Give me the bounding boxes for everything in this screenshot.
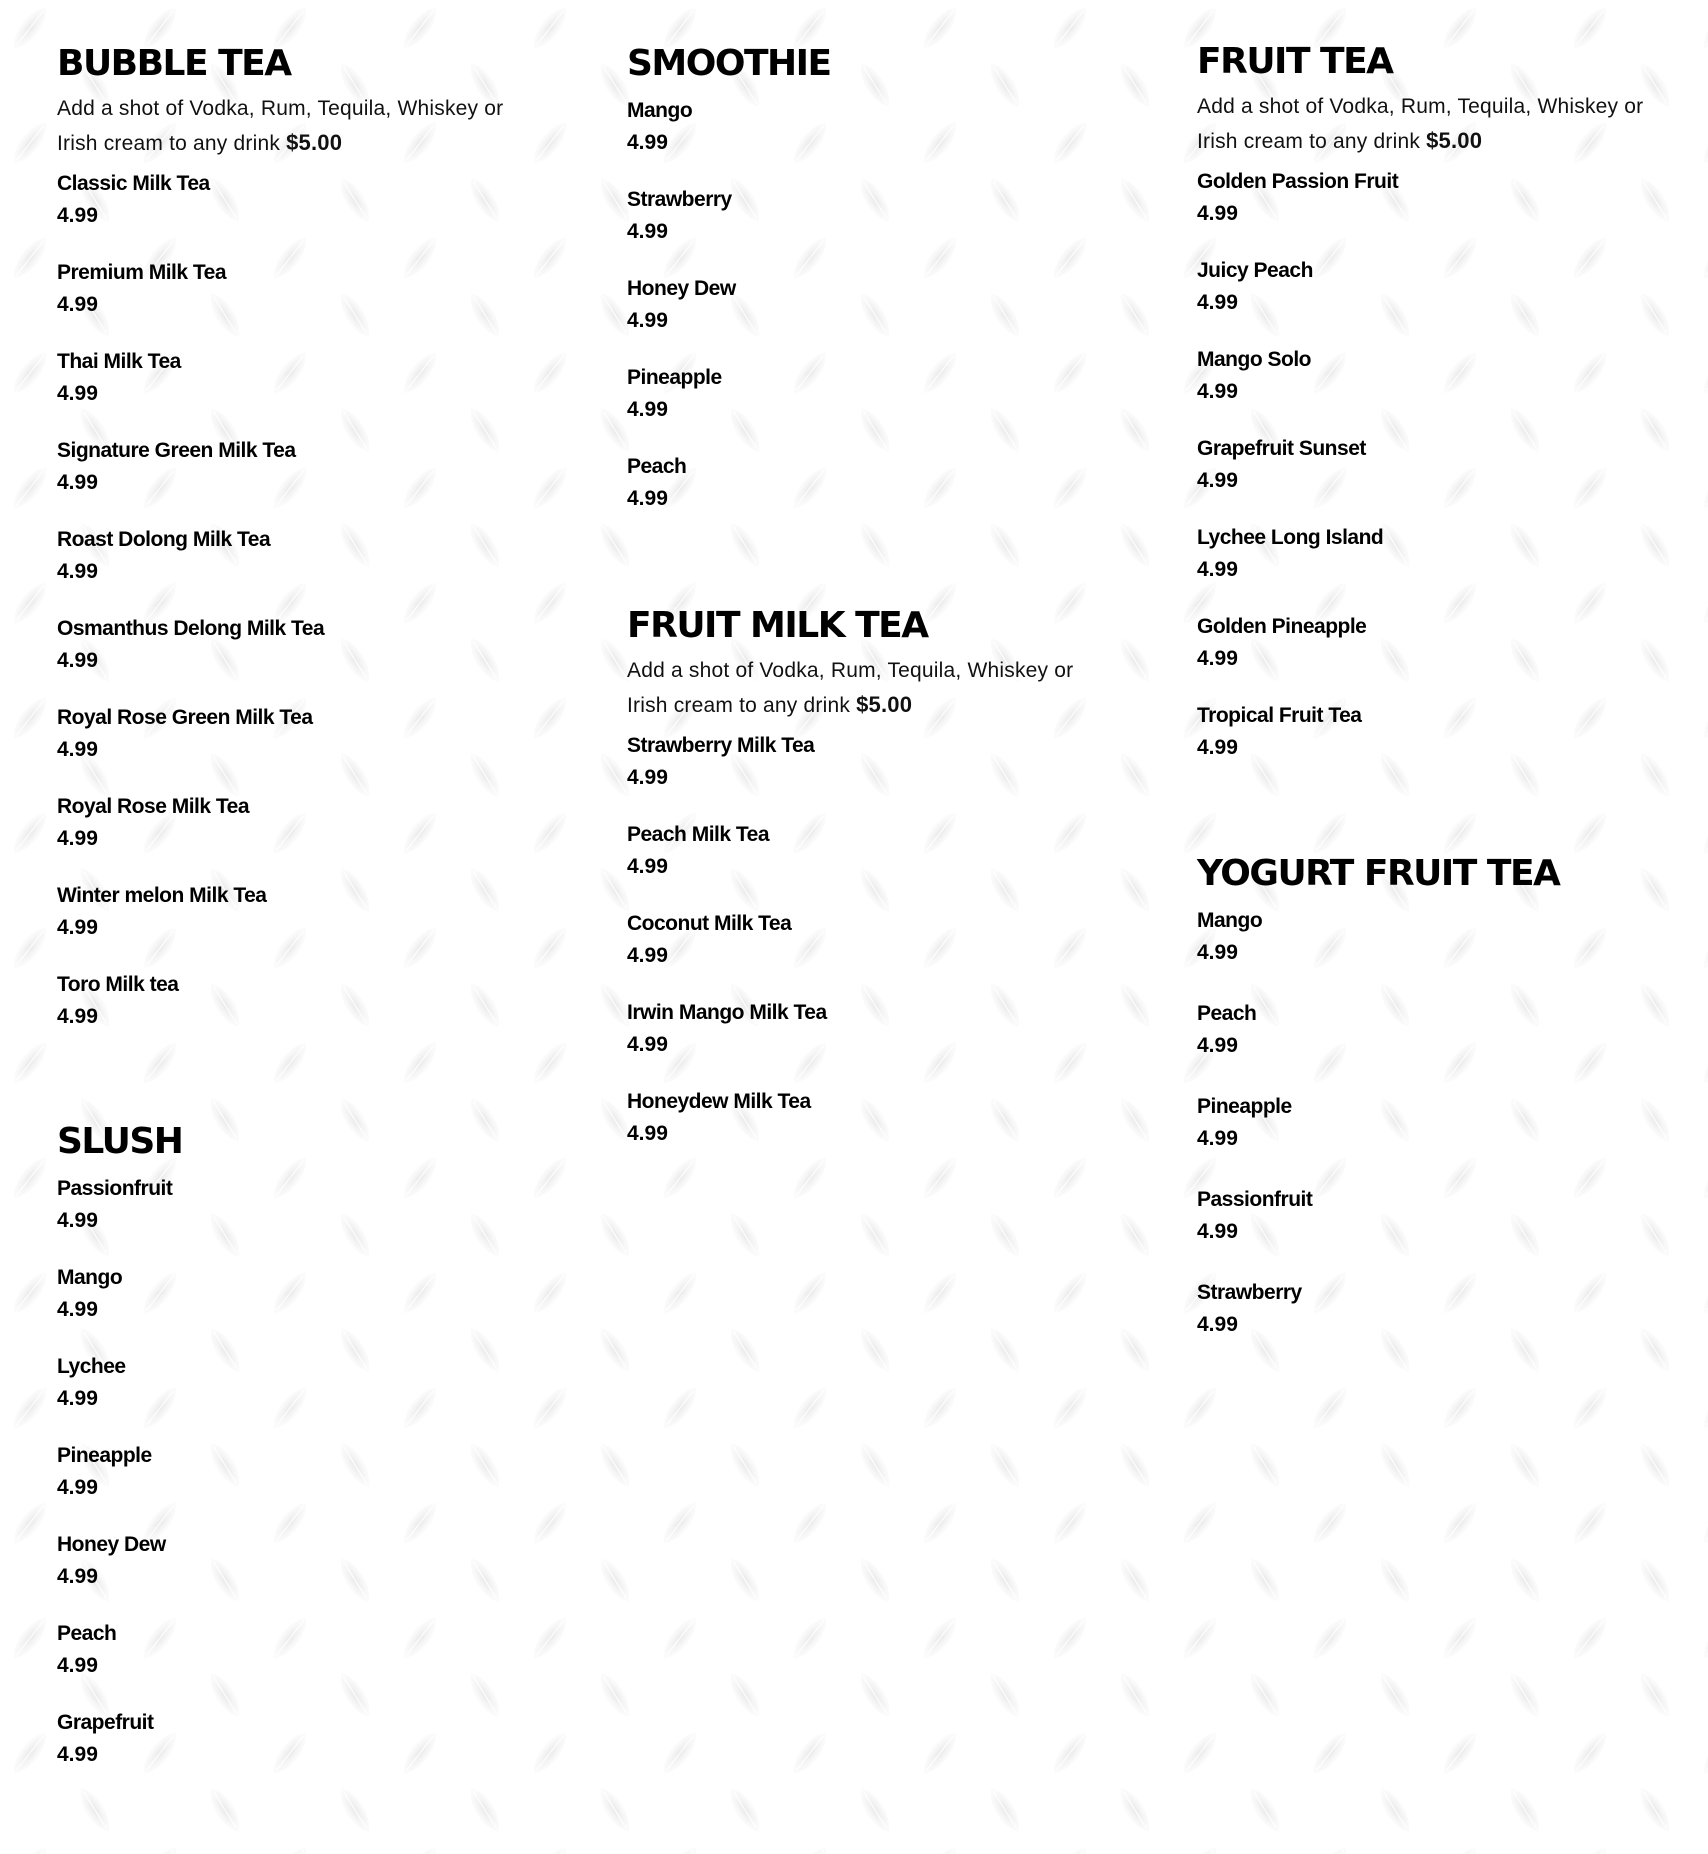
- item-price: 4.99: [1197, 469, 1238, 492]
- item-price: 4.99: [1197, 202, 1238, 225]
- item-price: 4.99: [1197, 1034, 1238, 1057]
- item-price: 4.99: [57, 1743, 98, 1766]
- item-name: Pineapple: [1197, 1095, 1292, 1118]
- menu-item[interactable]: [1197, 345, 1667, 434]
- menu-item[interactable]: [57, 525, 527, 614]
- item-price: 4.99: [57, 649, 98, 672]
- item-price: 4.99: [627, 398, 668, 421]
- menu-item[interactable]: [1197, 701, 1667, 790]
- note-text: Add a shot of Vodka, Rum, Tequila, Whiskey or Irish cream to any drink: [1197, 95, 1644, 153]
- item-name: Peach: [627, 455, 687, 478]
- item-name: Strawberry: [1197, 1281, 1302, 1304]
- item-list: [627, 731, 1097, 1176]
- note-price: $5.00: [286, 130, 343, 155]
- item-name: Premium Milk Tea: [57, 261, 227, 284]
- item-list: [1197, 906, 1667, 1371]
- section-yogurt-fruit-tea: [1197, 852, 1667, 1371]
- menu-item[interactable]: [57, 1530, 527, 1619]
- liquor-addon-note: [57, 92, 527, 161]
- liquor-addon-note: [1197, 90, 1667, 159]
- menu-item[interactable]: [627, 96, 1097, 185]
- menu-item[interactable]: [627, 998, 1097, 1087]
- menu-item[interactable]: [1197, 1278, 1667, 1371]
- item-name: Grapefruit: [57, 1711, 154, 1734]
- item-name: Royal Rose Green Milk Tea: [57, 706, 313, 729]
- item-name: Juicy Peach: [1197, 259, 1313, 282]
- item-name: Signature Green Milk Tea: [57, 439, 296, 462]
- menu-item[interactable]: [627, 731, 1097, 820]
- item-price: 4.99: [627, 855, 668, 878]
- item-name: Peach: [1197, 1002, 1257, 1025]
- item-name: Lychee: [57, 1355, 126, 1378]
- item-name: Roast Dolong Milk Tea: [57, 528, 271, 551]
- menu-item[interactable]: [1197, 999, 1667, 1092]
- menu-item[interactable]: [1197, 167, 1667, 256]
- item-name: Mango: [1197, 909, 1263, 932]
- section-smoothie: [627, 42, 1097, 541]
- menu-item[interactable]: [57, 614, 527, 703]
- item-price: 4.99: [1197, 380, 1238, 403]
- item-price: 4.99: [57, 1209, 98, 1232]
- item-price: 4.99: [627, 220, 668, 243]
- item-name: Grapefruit Sunset: [1197, 437, 1366, 460]
- menu-item[interactable]: [627, 274, 1097, 363]
- item-price: 4.99: [627, 309, 668, 332]
- item-name: Winter melon Milk Tea: [57, 884, 267, 907]
- item-name: Honeydew Milk Tea: [627, 1090, 811, 1113]
- item-name: Classic Milk Tea: [57, 172, 210, 195]
- menu-item[interactable]: [57, 792, 527, 881]
- section-title: BUBBLE TEA: [57, 43, 291, 84]
- menu-item[interactable]: [627, 820, 1097, 909]
- menu-item[interactable]: [57, 258, 527, 347]
- item-price: 4.99: [57, 1654, 98, 1677]
- item-price: 4.99: [57, 382, 98, 405]
- menu-item[interactable]: [1197, 612, 1667, 701]
- item-name: Strawberry: [627, 188, 732, 211]
- section-fruit-tea: [1197, 40, 1667, 790]
- note-text: Add a shot of Vodka, Rum, Tequila, Whiskey or Irish cream to any drink: [627, 659, 1074, 717]
- section-fruit-milk-tea: [627, 604, 1097, 1176]
- menu-item[interactable]: [627, 452, 1097, 541]
- item-name: Irwin Mango Milk Tea: [627, 1001, 827, 1024]
- item-price: 4.99: [627, 1122, 668, 1145]
- item-price: 4.99: [57, 471, 98, 494]
- menu-item[interactable]: [1197, 523, 1667, 612]
- item-price: 4.99: [1197, 647, 1238, 670]
- item-name: Peach: [57, 1622, 117, 1645]
- menu-item[interactable]: [57, 1619, 527, 1708]
- item-price: 4.99: [57, 1565, 98, 1588]
- menu-item[interactable]: [1197, 1185, 1667, 1278]
- menu-item[interactable]: [57, 1352, 527, 1441]
- item-list: [627, 96, 1097, 541]
- item-name: Pineapple: [57, 1444, 152, 1467]
- menu-item[interactable]: [1197, 906, 1667, 999]
- menu-item[interactable]: [57, 1708, 527, 1797]
- item-price: 4.99: [57, 1005, 98, 1028]
- item-name: Lychee Long Island: [1197, 526, 1384, 549]
- item-price: 4.99: [57, 204, 98, 227]
- item-name: Golden Passion Fruit: [1197, 170, 1399, 193]
- item-price: 4.99: [1197, 291, 1238, 314]
- menu-item[interactable]: [1197, 434, 1667, 523]
- note-text: Add a shot of Vodka, Rum, Tequila, Whiskey or Irish cream to any drink: [57, 97, 504, 155]
- item-price: 4.99: [627, 1033, 668, 1056]
- item-price: 4.99: [1197, 558, 1238, 581]
- item-price: 4.99: [57, 916, 98, 939]
- item-name: Mango: [627, 99, 693, 122]
- item-name: Tropical Fruit Tea: [1197, 704, 1362, 727]
- item-name: Osmanthus Delong Milk Tea: [57, 617, 325, 640]
- menu-item[interactable]: [57, 881, 527, 970]
- item-name: Pineapple: [627, 366, 722, 389]
- item-price: 4.99: [57, 1476, 98, 1499]
- liquor-addon-note: [627, 654, 1097, 723]
- menu-item[interactable]: [57, 1263, 527, 1352]
- item-price: 4.99: [57, 293, 98, 316]
- menu-item[interactable]: [57, 1174, 527, 1263]
- section-slush: [57, 1120, 527, 1797]
- item-price: 4.99: [1197, 1220, 1238, 1243]
- menu-item[interactable]: [57, 436, 527, 525]
- item-name: Honey Dew: [57, 1533, 166, 1556]
- item-list: [57, 169, 527, 1059]
- item-price: 4.99: [627, 131, 668, 154]
- item-name: Thai Milk Tea: [57, 350, 181, 373]
- item-price: 4.99: [1197, 941, 1238, 964]
- note-price: $5.00: [1426, 128, 1483, 153]
- menu-item[interactable]: [57, 169, 527, 258]
- menu-item[interactable]: [57, 1441, 527, 1530]
- section-title: SLUSH: [57, 1121, 183, 1162]
- item-price: 4.99: [57, 1298, 98, 1321]
- menu-item[interactable]: [57, 703, 527, 792]
- item-price: 4.99: [1197, 1127, 1238, 1150]
- section-title: SMOOTHIE: [627, 43, 831, 84]
- item-price: 4.99: [1197, 736, 1238, 759]
- item-name: Royal Rose Milk Tea: [57, 795, 250, 818]
- item-price: 4.99: [627, 487, 668, 510]
- item-name: Passionfruit: [57, 1177, 173, 1200]
- section-title: FRUIT MILK TEA: [627, 605, 928, 646]
- item-name: Honey Dew: [627, 277, 736, 300]
- menu-item[interactable]: [627, 363, 1097, 452]
- menu-item[interactable]: [627, 1087, 1097, 1176]
- section-bubble-tea: [57, 42, 527, 1059]
- menu-item[interactable]: [57, 347, 527, 436]
- menu-item[interactable]: [627, 185, 1097, 274]
- item-name: Golden Pineapple: [1197, 615, 1367, 638]
- item-list: [1197, 167, 1667, 790]
- item-name: Mango: [57, 1266, 123, 1289]
- item-name: Toro Milk tea: [57, 973, 179, 996]
- item-name: Passionfruit: [1197, 1188, 1313, 1211]
- section-title: FRUIT TEA: [1197, 41, 1393, 82]
- item-price: 4.99: [1197, 1313, 1238, 1336]
- menu-item[interactable]: [1197, 256, 1667, 345]
- item-list: [57, 1174, 527, 1797]
- item-price: 4.99: [57, 738, 98, 761]
- item-name: Coconut Milk Tea: [627, 912, 792, 935]
- item-name: Strawberry Milk Tea: [627, 734, 815, 757]
- item-name: Mango Solo: [1197, 348, 1311, 371]
- item-price: 4.99: [57, 827, 98, 850]
- menu-item[interactable]: [627, 909, 1097, 998]
- note-price: $5.00: [856, 692, 913, 717]
- menu-item[interactable]: [57, 970, 527, 1059]
- menu-item[interactable]: [1197, 1092, 1667, 1185]
- section-title: YOGURT FRUIT TEA: [1197, 853, 1560, 894]
- item-name: Peach Milk Tea: [627, 823, 770, 846]
- item-price: 4.99: [57, 1387, 98, 1410]
- item-price: 4.99: [627, 766, 668, 789]
- item-price: 4.99: [57, 560, 98, 583]
- item-price: 4.99: [627, 944, 668, 967]
